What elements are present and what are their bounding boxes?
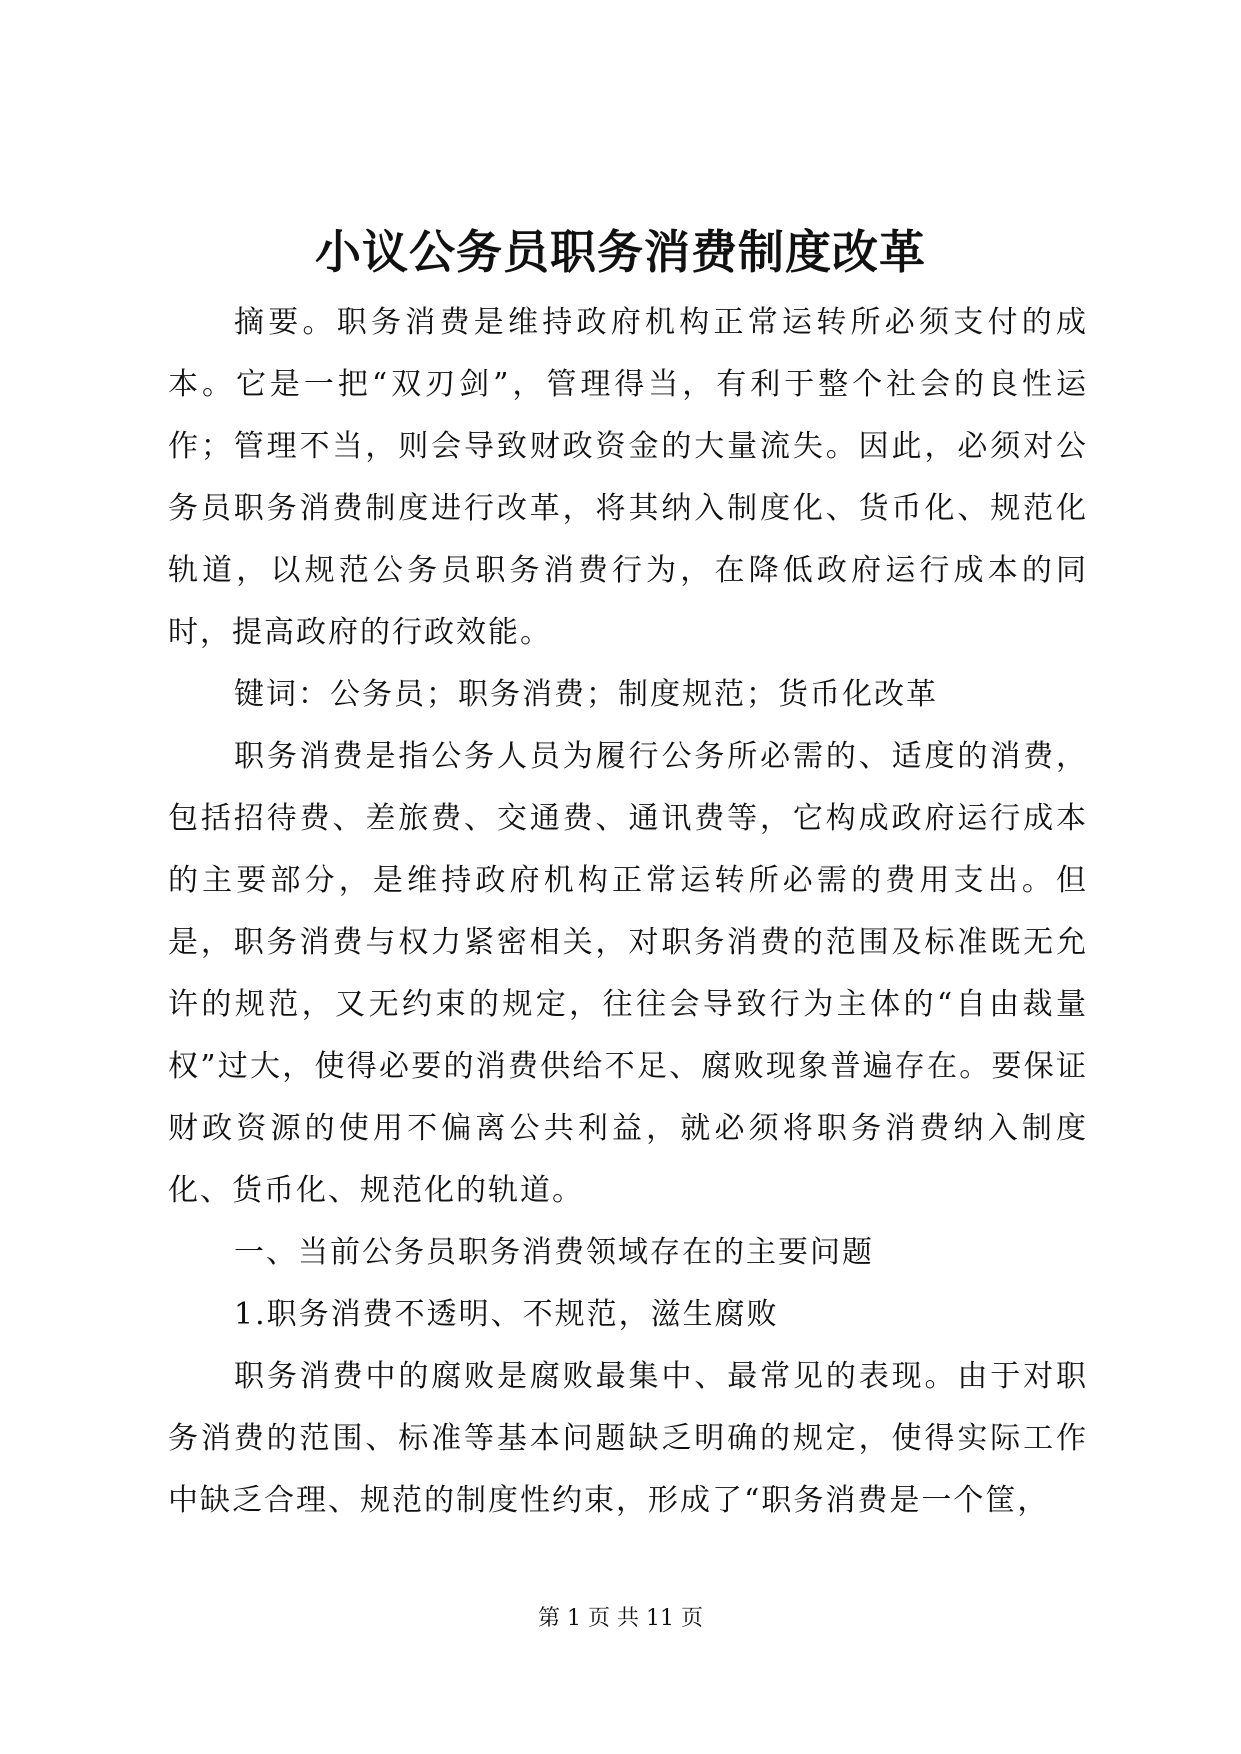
subsection-heading: 1.职务消费不透明、不规范，滋生腐败 xyxy=(234,1297,779,1332)
intro-paragraph: 职务消费是指公务人员为履行公务所必需的、适度的消费，包括招待费、差旅费、交通费、通讯费等，它构成政府运行成本的主要部分，是维持政府机构正常运转所必需的费用支出。但是，职务消费与权力紧密相关，对职务消费的范围及标准既无允许的规范，又无约束的规定，往往会导致行为主体的“自由裁量权”过大，使得必要的消费供给不足、腐败现象普遍存在。要保证财政资源的使用不偏离公共利益，就必须将职务消费纳入制度化、货币化、规范化的轨道。 xyxy=(168,739,1088,1208)
document-body xyxy=(168,292,1088,1532)
keywords-paragraph: 键词：公务员；职务消费；制度规范；货币化改革 xyxy=(234,677,938,712)
section-heading: 一、当前公务员职务消费领域存在的主要问题 xyxy=(234,1235,874,1270)
document-title: 小议公务员职务消费制度改革 xyxy=(315,225,926,279)
body-paragraph: 职务消费中的腐败是腐败最集中、最常见的表现。由于对职务消费的范围、标准等基本问题缺乏明确的规定，使得实际工作中缺乏合理、规范的制度性约束，形成了“职务消费是一个筐， xyxy=(168,1359,1088,1518)
page-footer: 第 1 页 共 11 页 xyxy=(538,1606,703,1631)
abstract-paragraph: 摘要。职务消费是维持政府机构正常运转所必须支付的成本。它是一把“双刃剑”，管理得当，有利于整个社会的良性运作；管理不当，则会导致财政资金的大量流失。因此，必须对公务员职务消费制度进行改革，将其纳入制度化、货币化、规范化轨道，以规范公务员职务消费行为，在降低政府运行成本的同时，提高政府的行政效能。 xyxy=(168,305,1088,650)
